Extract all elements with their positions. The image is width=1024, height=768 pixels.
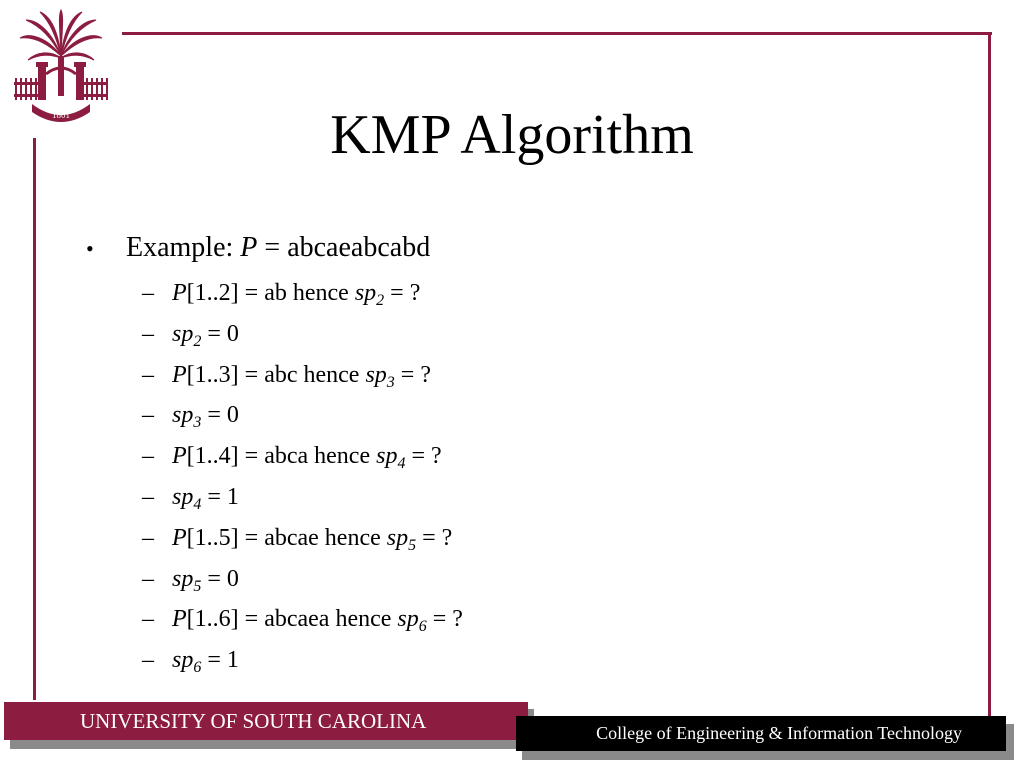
sp-result: = 1 (201, 483, 239, 510)
university-bar: UNIVERSITY OF SOUTH CAROLINA (4, 702, 528, 740)
sub-bullet-item (84, 559, 964, 600)
frame-left-line (33, 138, 36, 700)
sp-result: = 0 (201, 565, 239, 592)
sp-index: 5 (408, 536, 417, 554)
dash-marker: – (142, 606, 154, 633)
sub-bullet-item (84, 355, 964, 396)
sp-var: sp (172, 483, 194, 510)
dash-marker: – (142, 483, 154, 510)
sp-index: 5 (193, 577, 202, 595)
sp-result: = ? (416, 524, 453, 551)
main-bullet (84, 226, 964, 270)
dash-marker: – (142, 443, 154, 470)
pattern-var: P (172, 524, 187, 551)
sub-bullet-text (172, 518, 452, 559)
sub-bullet-item (84, 395, 964, 436)
sp-index: 4 (397, 455, 406, 473)
sp-var: sp (386, 524, 409, 551)
sub-bullet-item (84, 477, 964, 518)
dash-marker: – (142, 647, 154, 674)
bullet-marker: • (86, 236, 94, 261)
dash-marker: – (142, 565, 154, 592)
logo-year: 1801 (52, 110, 70, 120)
prefix-text: [1..4] = abca hence (186, 443, 377, 470)
dash-marker: – (142, 280, 154, 306)
sp-result: = ? (384, 280, 421, 306)
bullet-value: = abcaeabcabd (257, 232, 431, 263)
sp-var: sp (354, 280, 377, 306)
dash-marker: – (142, 524, 154, 551)
sp-var: sp (376, 443, 398, 470)
dash-marker: – (142, 402, 154, 429)
pattern-var: P (172, 606, 187, 633)
sp-var: sp (172, 647, 194, 674)
sub-bullet-item (84, 518, 964, 559)
sp-result: = ? (394, 361, 431, 388)
sp-index: 2 (193, 332, 202, 350)
sp-index: 3 (193, 414, 202, 432)
sp-index: 6 (418, 618, 427, 636)
college-bar: College of Engineering & Information Technology (516, 716, 1006, 751)
sub-bullet-text (172, 436, 442, 477)
sub-bullet-item (84, 640, 964, 681)
sub-bullet-text (172, 640, 239, 681)
sub-bullet-text (172, 355, 431, 396)
sp-var: sp (172, 402, 194, 429)
sub-bullet-item (84, 599, 964, 640)
sp-var: sp (397, 606, 419, 633)
sp-result: = 0 (201, 320, 239, 347)
frame-top-line (122, 32, 992, 35)
bullet-label: Example: (126, 232, 241, 263)
slide-content (84, 226, 964, 681)
sub-bullet-item (84, 436, 964, 477)
prefix-text: [1..2] = ab hence (186, 280, 355, 306)
sp-var: sp (365, 361, 387, 388)
sub-bullet-list (84, 273, 964, 681)
dash-marker: – (142, 361, 154, 388)
sub-bullet-item (84, 314, 964, 355)
bullet-text (126, 226, 430, 270)
sp-var: sp (172, 565, 194, 592)
sp-result: = 1 (201, 647, 239, 674)
slide-title: KMP Algorithm (330, 104, 694, 166)
sp-result: = ? (426, 606, 463, 633)
pattern-var: P (172, 361, 187, 388)
prefix-text: [1..6] = abcaea hence (186, 606, 398, 633)
sp-result: = ? (405, 443, 442, 470)
sub-bullet-text (172, 477, 239, 518)
sub-bullet-text (172, 559, 239, 600)
pattern-var: P (172, 443, 187, 470)
dash-marker: – (142, 320, 154, 347)
sp-index: 2 (376, 292, 385, 309)
bullet-variable: P (240, 232, 258, 263)
sp-result: = 0 (201, 402, 239, 429)
sub-bullet-text (172, 314, 239, 355)
pattern-var: P (172, 280, 187, 306)
sub-bullet-text (172, 273, 420, 314)
sub-bullet-text (172, 395, 239, 436)
sp-index: 3 (386, 373, 395, 391)
sp-index: 4 (193, 495, 202, 513)
sp-index: 6 (193, 659, 202, 677)
prefix-text: [1..3] = abc hence (186, 361, 366, 388)
prefix-text: [1..5] = abcae hence (186, 524, 387, 551)
sp-var: sp (172, 320, 194, 347)
sub-bullet-text (172, 599, 463, 640)
sub-bullet-item (84, 273, 964, 314)
